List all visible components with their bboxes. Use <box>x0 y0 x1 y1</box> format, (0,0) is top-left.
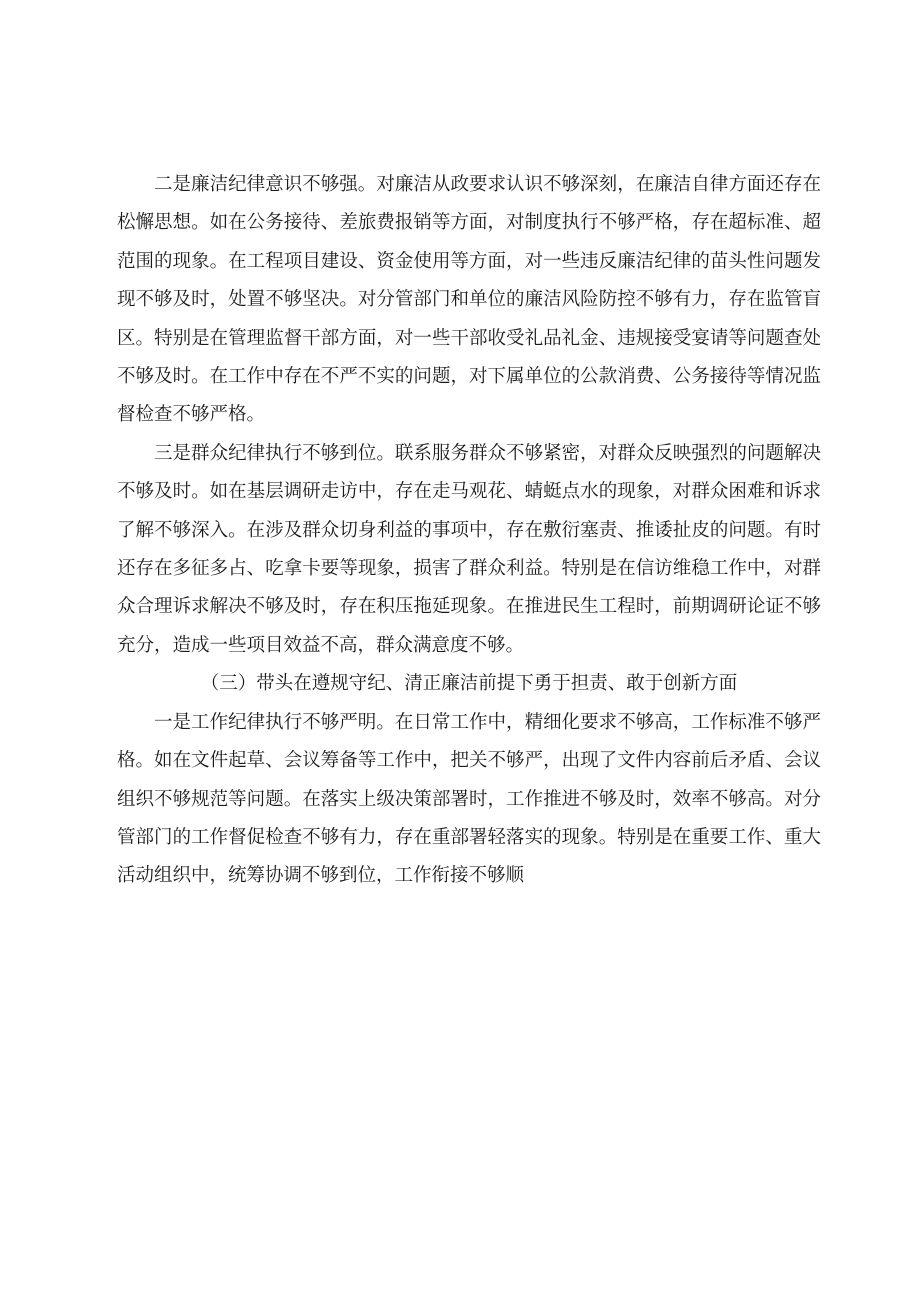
paragraph-work-discipline: 一是工作纪律执行不够严明。在日常工作中，精细化要求不够高，工作标准不够严格。如在文件起草、会议筹备等工作中，把关不够严，出现了文件内容前后矛盾、会议组织不够规范等问题。在落实上级决策部署时，工作推进不够及时，效率不够高。对分管部门的工作督促检查不够有力，存在重部署轻落实的现象。特别是在重要工作、重大活动组织中，统筹协调不够到位，工作衔接不够顺 <box>117 711 821 887</box>
document-body <box>117 166 821 896</box>
paragraph-integrity-discipline: 二是廉洁纪律意识不够强。对廉洁从政要求认识不够深刻，在廉洁自律方面还存在松懈思想。如在公务接待、差旅费报销等方面，对制度执行不够严格，存在超标准、超范围的现象。在工程项目建设、资金使用等方面，对一些违反廉洁纪律的苗头性问题发现不够及时，处置不够坚决。对分管部门和单位的廉洁风险防控不够有力，存在监管盲区。特别是在管理监督干部方面，对一些干部收受礼品礼金、违规接受宴请等问题查处不够及时。在工作中存在不严不实的问题，对下属单位的公款消费、公务接待等情况监督检查不够严格。 <box>117 174 821 426</box>
paragraph-mass-discipline: 三是群众纪律执行不够到位。联系服务群众不够紧密，对群众反映强烈的问题解决不够及时。如在基层调研走访中，存在走马观花、蜻蜓点水的现象，对群众困难和诉求了解不够深入。在涉及群众切身利益的事项中，存在敷衍塞责、推诿扯皮的问题。有时还存在多征多占、吃拿卡要等现象，损害了群众利益。特别是在信访维稳工作中，对群众合理诉求解决不够及时，存在积压拖延现象。在推进民生工程时，前期调研论证不够充分，造成一些项目效益不高，群众满意度不够。 <box>117 442 821 656</box>
section-heading: （三）带头在遵规守纪、清正廉洁前提下勇于担责、敢于创新方面 <box>200 673 738 695</box>
